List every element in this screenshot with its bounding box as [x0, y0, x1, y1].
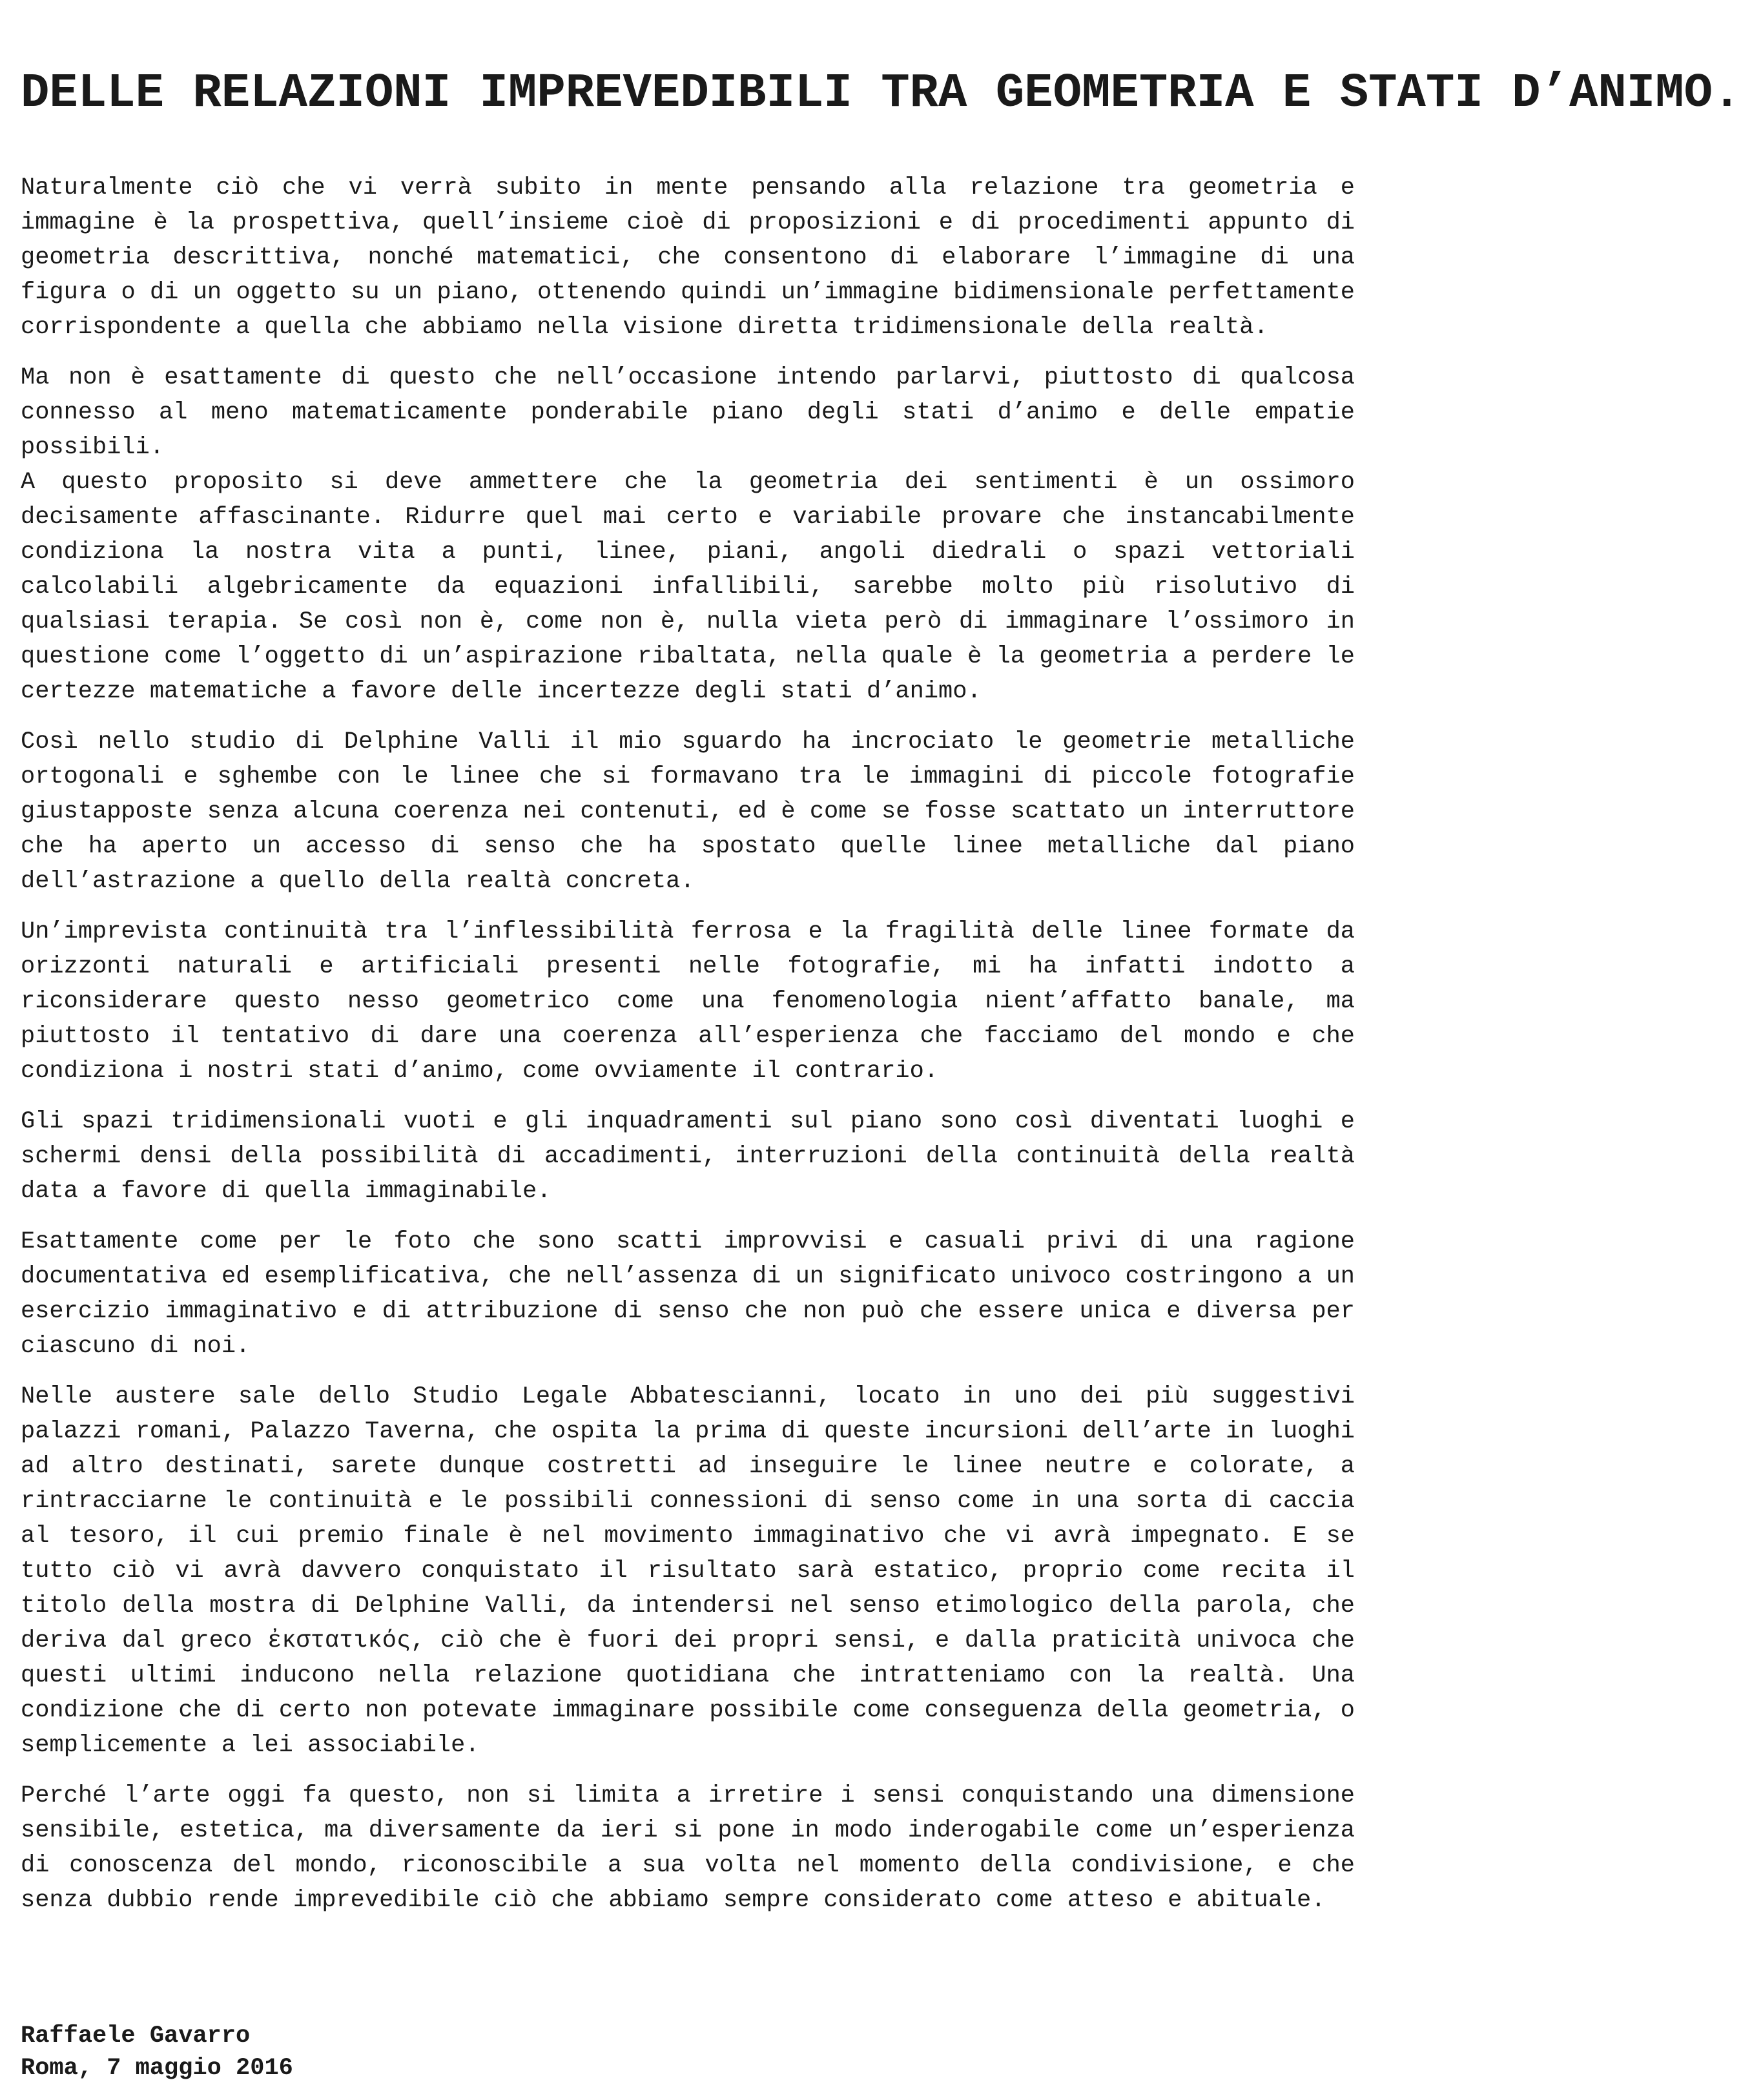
paragraph-6: Gli spazi tridimensionali vuoti e gli inquadramenti sul piano sono così diventati luoghi e schermi densi della possibilità di accadimenti, interruzioni della continuità della realtà data a favore di quella immaginabile. — [21, 1108, 1355, 1205]
paragraph-3: A questo proposito si deve ammettere che la geometria dei sentimenti è un ossimoro decisamente affascinante. Ridurre quel mai certo e variabile provare che instancabilmente condiziona la nostra vita a punti, linee, piani, angoli diedrali o spazi vettoriali calcolabili algebricamente da equazioni infallibili, sarebbe molto più risolutivo di qualsiasi terapia. Se così non è, come non è, nulla vieta però di immaginare l’ossimoro in questione come l’oggetto di un’aspirazione ribaltata, nella quale è la geometria a perdere le certezze matematiche a favore delle incertezze degli stati d’animo. — [21, 469, 1355, 705]
paragraph-9: Perché l’arte oggi fa questo, non si limita a irretire i sensi conquistando una dimensione sensibile, estetica, ma diversamente da ieri si pone in modo inderogabile come un’esperienza di conoscenza del mondo, riconoscibile a sua volta nel momento della condivisione, e che senza dubbio rende imprevedibile ciò che abbiamo sempre considerato come atteso e abituale. — [21, 1782, 1355, 1914]
signature-block — [21, 2020, 293, 2085]
paragraph-4: Così nello studio di Delphine Valli il mio sguardo ha incrociato le geometrie metalliche ortogonali e sghembe con le linee che si formavano tra le immagini di piccole fotografie giustapposte senza alcuna coerenza nei contenuti, ed è come se fosse scattato un interruttore che ha aperto un accesso di senso che ha spostato quelle linee metalliche dal piano dell’astrazione a quello della realtà concreta. — [21, 728, 1355, 895]
document-page — [21, 67, 1741, 1933]
place-date: Roma, 7 maggio 2016 — [21, 2055, 293, 2082]
paragraph-8: Nelle austere sale dello Studio Legale Abbatescianni, locato in uno dei più suggestivi palazzi romani, Palazzo Taverna, che ospita la prima di queste incursioni dell’arte in luoghi ad altro destinati, sarete dunque costretti ad inseguire le linee neutre e colorate, a rintracciarne le continuità e le possibili connessioni di senso come in una sorta di caccia al tesoro, il cui premio finale è nel movimento immaginativo che vi avrà impegnato. E se tutto ciò vi avrà davvero conquistato il risultato sarà estatico, proprio come recita il titolo della mostra di Delphine Valli, da intendersi nel senso etimologico della parola, che deriva dal greco ἐκστατικός, ciò che è fuori dei propri sensi, e dalla praticità univoca che questi ultimi inducono nella relazione quotidiana che intratteniamo con la realtà. Una condizione che di certo non potevate immaginare possibile come conseguenza della geometria, o semplicemente a lei associabile. — [21, 1383, 1355, 1759]
document-body — [21, 170, 1355, 1918]
paragraph-1: Naturalmente ciò che vi verrà subito in mente pensando alla relazione tra geometria e immagine è la prospettiva, quell’insieme cioè di proposizioni e di procedimenti appunto di geometria descrittiva, nonché matematici, che consentono di elaborare l’immagine di una figura o di un oggetto su un piano, ottenendo quindi un’immagine bidimensionale perfettamente corrispondente a quella che abbiamo nella visione diretta tridimensionale della realtà. — [21, 174, 1355, 341]
paragraph-7: Esattamente come per le foto che sono scatti improvvisi e casuali privi di una ragione documentativa ed esemplificativa, che nell’assenza di un significato univoco costringono a un esercizio immaginativo e di attribuzione di senso che non può che essere unica e diversa per ciascuno di noi. — [21, 1228, 1355, 1360]
document-title: DELLE RELAZIONI IMPREVEDIBILI TRA GEOMETRIA E STATI D’ANIMO. — [21, 67, 1741, 121]
author-name: Raffaele Gavarro — [21, 2023, 251, 2050]
paragraph-2: Ma non è esattamente di questo che nell’occasione intendo parlarvi, piuttosto di qualcosa connesso al meno matematicamente ponderabile piano degli stati d’animo e delle empatie possibili. — [21, 364, 1355, 461]
paragraph-5: Un’imprevista continuità tra l’inflessibilità ferrosa e la fragilità delle linee formate da orizzonti naturali e artificiali presenti nelle fotografie, mi ha infatti indotto a riconsiderare questo nesso geometrico come una fenomenologia nient’affatto banale, ma piuttosto il tentativo di dare una coerenza all’esperienza che facciamo del mondo e che condiziona i nostri stati d’animo, come ovviamente il contrario. — [21, 918, 1355, 1085]
